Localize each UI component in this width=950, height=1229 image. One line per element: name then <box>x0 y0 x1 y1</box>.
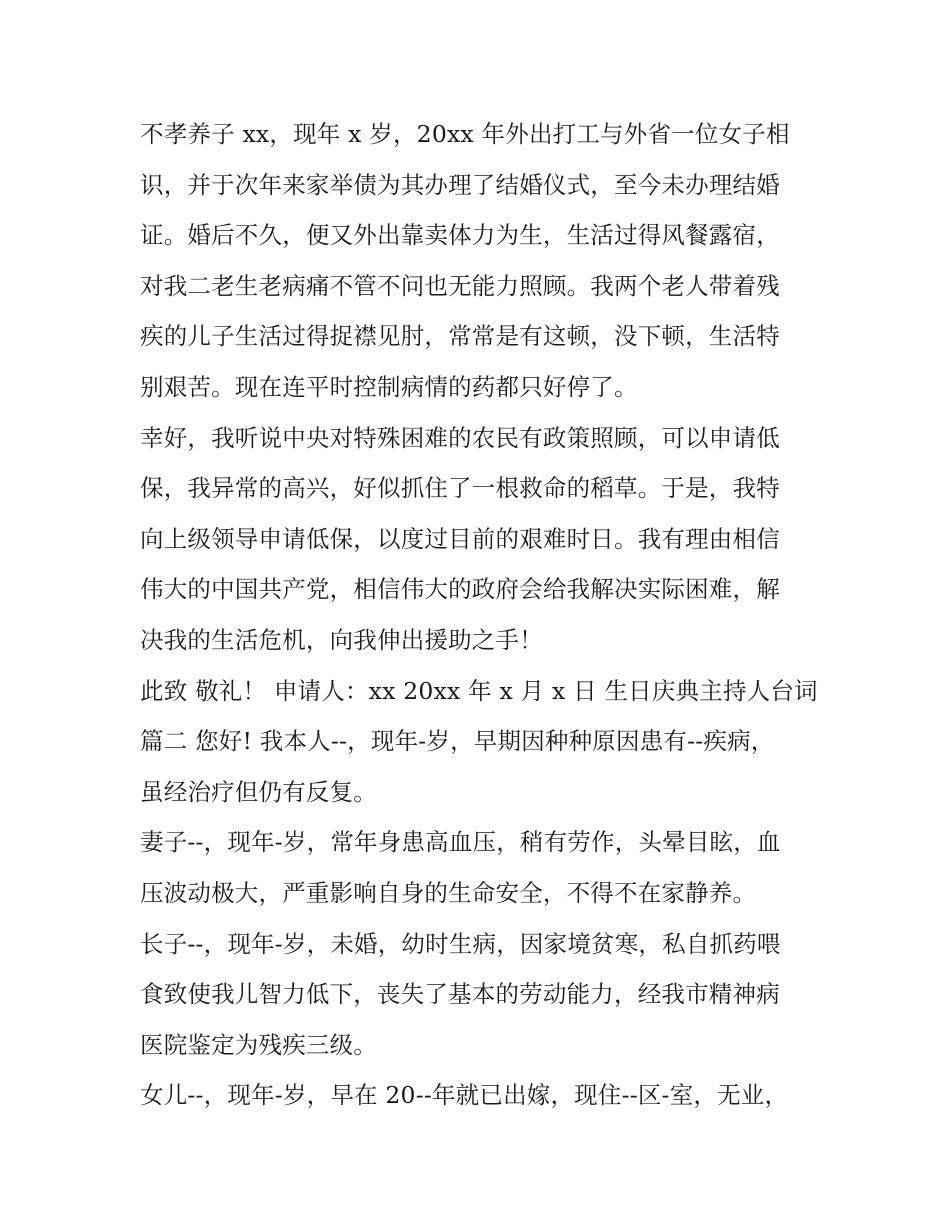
text-line: 妻子--，现年-岁，常年身患高血压，稍有劳作，头晕目眩，血 <box>140 828 781 857</box>
text-line: 食致使我儿智力低下，丧失了基本的劳动能力，经我市精神病 <box>140 980 780 1009</box>
text-line: 压波动极大，严重影响自身的生命安全，不得不在家静养。 <box>140 878 757 907</box>
text-line: 不孝养子 xx，现年 x 岁，20xx 年外出打工与外省一位女子相 <box>140 120 790 148</box>
text-line: 长子--，现年-岁，未婚，幼时生病，因家境贫寒，私自抓药喂 <box>140 929 781 958</box>
paragraph-application-request <box>140 413 820 666</box>
paragraph-daughter <box>140 1070 820 1121</box>
text-line: 篇二 您好! 我本人--，现年-岁，早期因种种原因患有--疾病， <box>140 727 775 756</box>
paragraph-wife <box>140 817 820 918</box>
text-line: 此致 敬礼！ 申请人：xx 20xx 年 x 月 x 日 生日庆典主持人台词 <box>140 676 818 705</box>
text-line: 别艰苦。现在连平时控制病情的药都只好停了。 <box>140 372 638 401</box>
paragraph-closing-and-part-two <box>140 666 820 818</box>
text-line: 伟大的中国共产党，相信伟大的政府会给我解决实际困难，解 <box>140 575 780 604</box>
text-line: 向上级领导申请低保，以度过目前的艰难时日。我有理由相信 <box>140 524 780 553</box>
text-line: 保，我异常的高兴，好似抓住了一根救命的稻草。于是，我特 <box>140 474 780 503</box>
paragraph-eldest-son <box>140 919 820 1071</box>
paragraph-adopted-son <box>140 109 820 413</box>
text-line: 对我二老生老病痛不管不问也无能力照顾。我两个老人带着残 <box>140 271 780 300</box>
text-line: 幸好，我听说中央对特殊困难的农民有政策照顾，可以申请低 <box>140 423 780 452</box>
text-line: 识，并于次年来家举债为其办理了结婚仪式，至今未办理结婚 <box>140 170 780 199</box>
text-line: 虽经治疗但仍有反复。 <box>140 777 377 806</box>
text-line: 医院鉴定为残疾三级。 <box>140 1030 377 1059</box>
text-line: 女儿--，现年-岁，早在 20--年就已出嫁，现住--区-室，无业， <box>140 1081 789 1110</box>
text-line: 证。婚后不久，便又外出靠卖体力为生，生活过得风餐露宿， <box>140 221 780 250</box>
text-line: 决我的生活危机，向我伸出援助之手！ <box>140 625 543 654</box>
text-line: 疾的儿子生活过得捉襟见肘，常常是有这顿，没下顿，生活特 <box>140 322 780 351</box>
document-body <box>140 109 820 1121</box>
